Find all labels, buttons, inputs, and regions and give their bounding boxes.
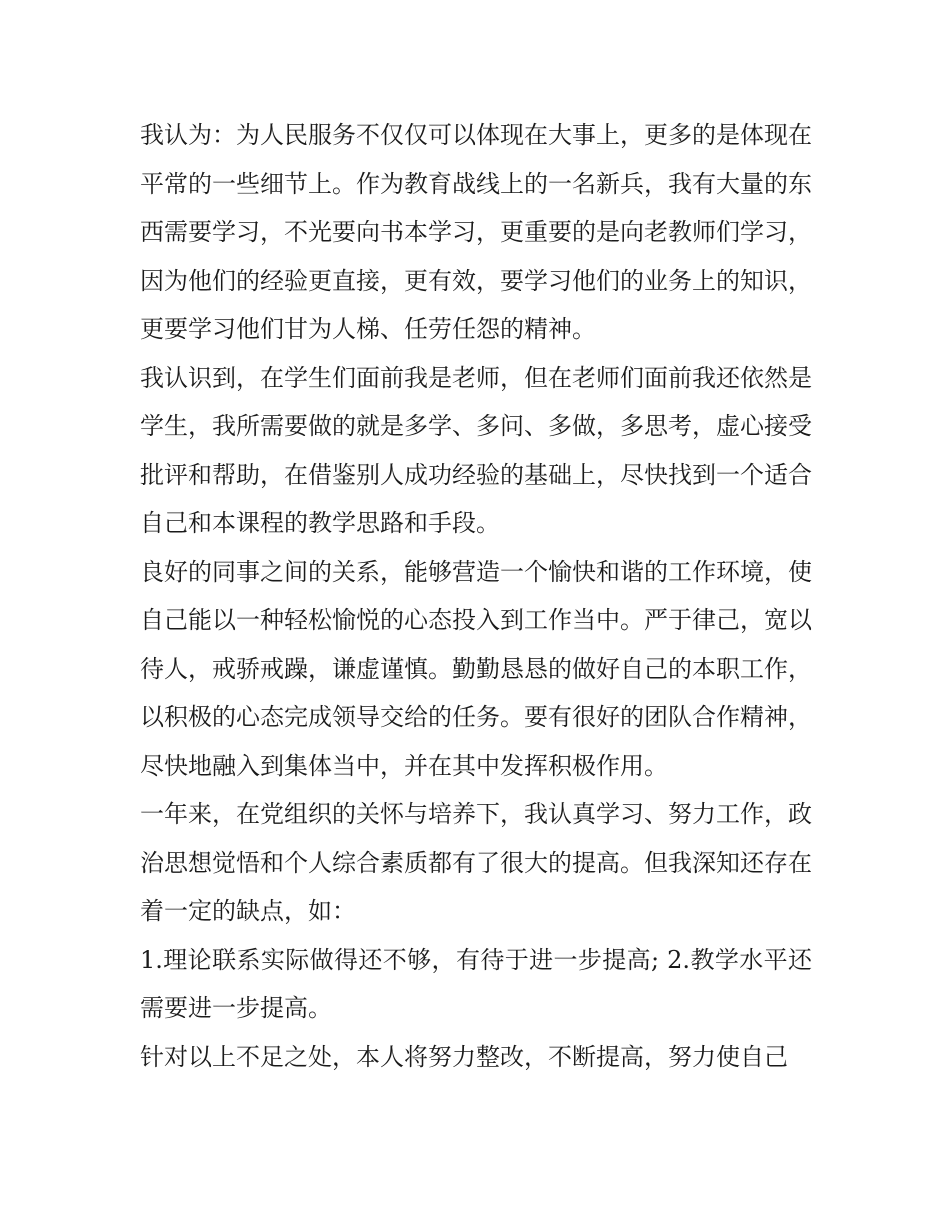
paragraph-6: 针对以上不足之处，本人将努力整改，不断提高，努力使自己 bbox=[140, 1042, 788, 1071]
paragraph-1: 我认为：为人民服务不仅仅可以体现在大事上，更多的是体现在平常的一些细节上。作为教育战线上的一名新兵，我有大量的东西需要学习，不光要向书本学习，更重要的是向老教师们学习，因为他们的经验更直接，更有效，要学习他们的业务上的知识，更要学习他们甘为人梯、任劳任怨的精神。 bbox=[140, 121, 812, 343]
document-body bbox=[140, 111, 812, 1081]
paragraph-3: 良好的同事之间的关系，能够营造一个愉快和谐的工作环境，使自己能以一种轻松愉悦的心态投入到工作当中。严于律己，宽以待人，戒骄戒躁，谦虚谨慎。勤勤恳恳的做好自己的本职工作，以积极的心态完成领导交给的任务。要有很好的团队合作精神，尽快地融入到集体当中，并在其中发挥积极作用。 bbox=[140, 557, 812, 780]
paragraph-2: 我认识到，在学生们面前我是老师，但在老师们面前我还依然是学生，我所需要做的就是多学、多问、多做，多思考，虚心接受批评和帮助，在借鉴别人成功经验的基础上，尽快找到一个适合自己和本课程的教学思路和手段。 bbox=[140, 363, 812, 537]
paragraph-5: 1.理论联系实际做得还不够，有待于进一步提高; 2.教学水平还需要进一步提高。 bbox=[140, 945, 812, 1022]
paragraph-4: 一年来，在党组织的关怀与培养下，我认真学习、努力工作，政治思想觉悟和个人综合素质都有了很大的提高。但我深知还存在着一定的缺点，如： bbox=[140, 800, 812, 925]
